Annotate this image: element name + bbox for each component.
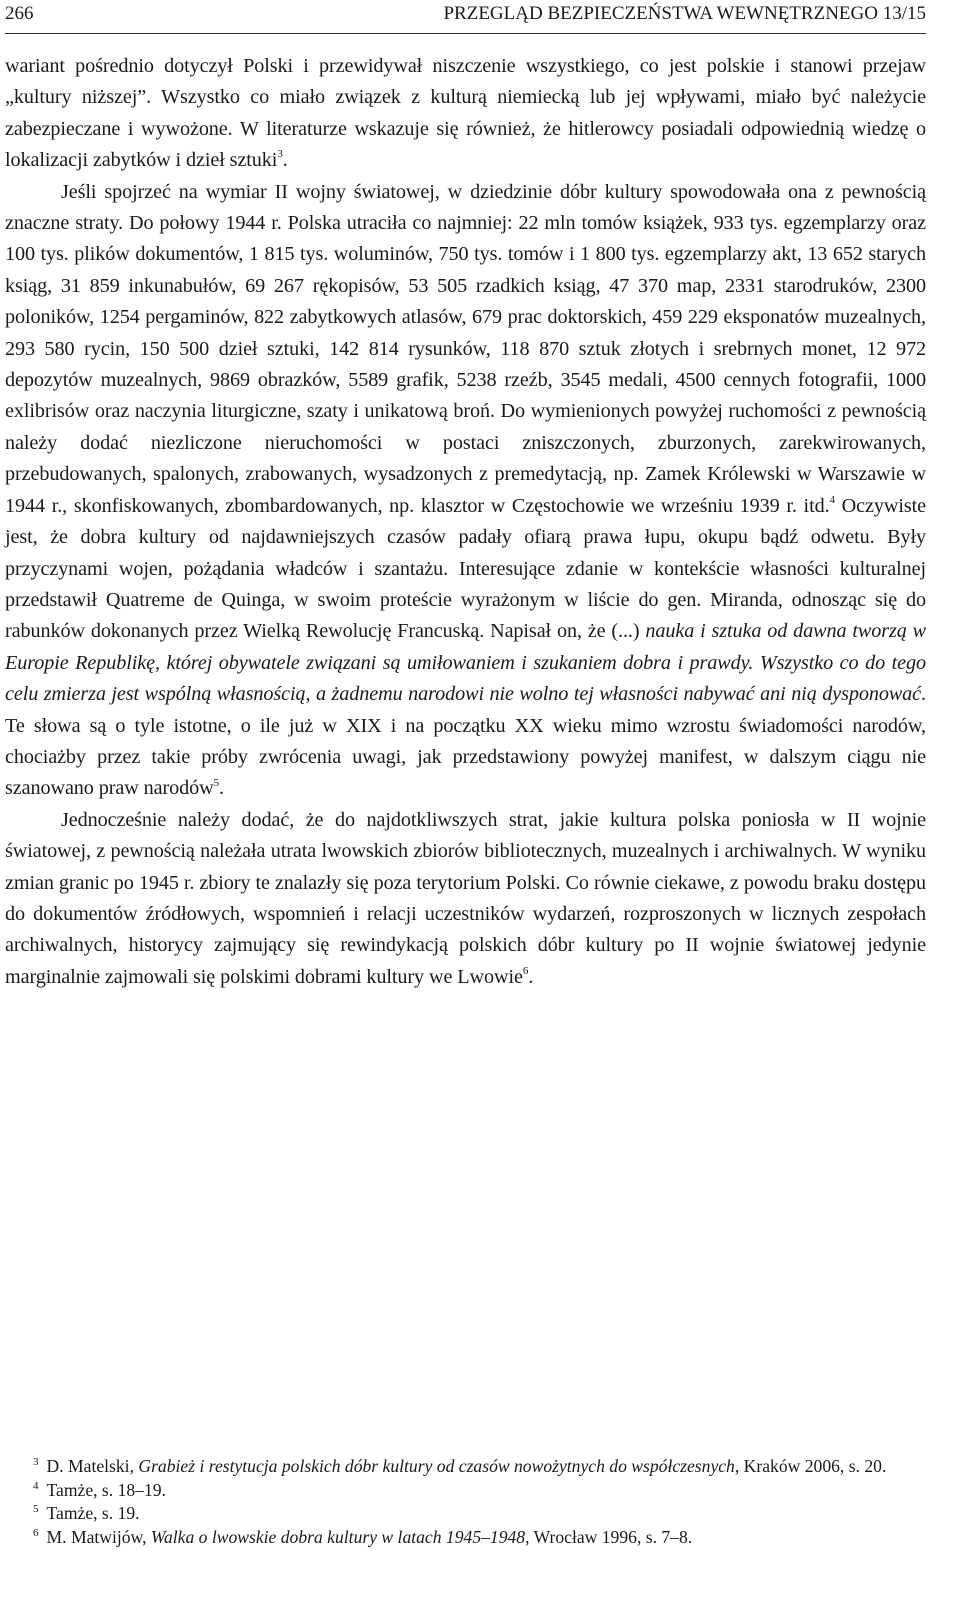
footnote-ref-4[interactable]: 4 [829,493,835,506]
footnote-6 [5,1526,926,1550]
footnote-text: Tamże, s. 19. [46,1503,140,1524]
footnote-number: 4 [33,1479,39,1492]
punctuation: . [282,149,288,172]
paragraph-text: . Te słowa są o tyle istotne, o ile już w XIX i na początku XX wieku mimo wzrostu świadomości narodów, chociażby przez takie próby zwrócenia uwagi, jak przedstawiony powyżej manifest, w dalszym ciągu nie szanowano praw narodów [5,683,926,800]
paragraph-1 [5,51,926,177]
footnote-text: , Kraków 2006, s. 20. [734,1456,887,1476]
footnote-text: M. Matwijów, [46,1526,151,1547]
page-number: 266 [5,3,34,24]
punctuation: . [528,965,534,988]
quotation-italic: nauka i sztuka od dawna tworzą w Europie Republikę, której obywatele związani są umiłowaniem i szukaniem dobra i prawdy. Wszystko co do tego celu zmierza jest wspólną własnością, a żadnemu narodowi nie wolno tej własności nabywać ani nią dysponować [5,620,926,706]
footnote-4 [5,1479,926,1503]
footnote-ref-6[interactable]: 6 [522,965,529,978]
footnote-text: D. Matelski, [46,1456,139,1476]
paragraph-text: Oczywiste jest, że dobra kultury od najdawniejszych czasów padały ofiarą prawa łupu, okupu bądź odwetu. Były przyczynami wojen, pożądania władców i szantażu. Interesujące zdanie w kontekście własności kulturalnej przedstawił Quatreme de Quinga, w swoim proteście wyrażonym w liście do gen. Miranda, odnosząc się do rabunków dokonanych przez Wielką Rewolucję Francuską. Napisał on, że (...) [5,494,926,643]
footnote-ref-3[interactable]: 3 [277,148,283,161]
footnote-number: 3 [33,1456,39,1469]
journal-title: PRZEGLĄD BEZPIECZEŃSTWA WEWNĘTRZNEGO 13/15 [443,3,926,24]
footnote-title: Walka o lwowskie dobra kultury w latach 1945–1948 [150,1526,526,1547]
punctuation: . [218,777,224,800]
footnotes [5,1455,926,1549]
running-head [5,3,926,25]
header-rule [5,33,926,34]
paragraph-2 [5,177,926,805]
footnote-title: Grabież i restytucja polskich dóbr kultury od czasów nowożytnych do współczesnych [138,1456,735,1476]
page [5,0,926,1547]
footnote-ref-5[interactable]: 5 [213,776,219,789]
paragraph-text: Jeśli spojrzeć na wymiar II wojny światowej, w dziedzinie dóbr kultury spowodowała ona z pewnością znaczne straty. Do połowy 1944 r. Polska utraciła co najmniej: 22 mln tomów książek, 933 tys. egzemplarzy oraz 100 tys. plików dokumentów, 1 815 tys. woluminów, 750 tys. tomów i 1 800 tys. egzemplarzy akt, 13 652 starych ksiąg, 31 859 inkunabułów, 69 267 rękopisów, 53 505 rzadkich ksiąg, 47 370 map, 2331 starodruków, 2300 poloników, 1254 pergaminów, 822 zabytkowych atlasów, 679 prac doktorskich, 459 229 eksponatów muzealnych, 293 580 rycin, 150 500 dzieł sztuki, 142 814 rysunków, 118 870 sztuk złotych i srebrnych monet, 12 972 depozytów muzealnych, 9869 obrazków, 5589 grafik, 5238 rzeźb, 3545 medali, 4500 cennych fotografii, 1000 exlibrisów oraz naczynia liturgiczne, szaty i unikatową broń. Do wymienionych powyżej ruchomości z pewnością należy dodać niezliczone nieruchomości w postaci zniszczonych, zburzonych, zarekwirowanych, przebudowanych, spalonych, zrabowanych, wysadzonych z premedytacją, np. Zamek Królewski w Warszawie w 1944 r., skonfiskowanych, zbombardowanych, np. klasztor w Częstochowie we wrześniu 1939 r. itd. [5,180,926,517]
footnote-number: 6 [33,1526,39,1539]
footnote-text: Tamże, s. 18–19. [46,1479,166,1500]
footnote-number: 5 [33,1503,39,1516]
paragraph-text: Jednocześnie należy dodać, że do najdotkliwszych strat, jakie kultura polska poniosła w II wojnie światowej, z pewnością należała utrata lwowskich zbiorów bibliotecznych, muzealnych i archiwalnych. W wyniku zmian granic po 1945 r. zbiory te znalazły się poza terytorium Polski. Co równie ciekawe, z powodu braku dostępu do dokumentów źródłowych, wspomnień i relacji uczestników wydarzeń, rozproszonych w licznych zespołach archiwalnych, historycy zajmujący się rewindykacją polskich dóbr kultury po II wojnie światowej jedynie marginalnie zajmowali się polskimi dobrami kultury we Lwowie [5,808,926,988]
footnote-5 [5,1502,926,1526]
paragraph-text: wariant pośrednio dotyczył Polski i przewidywał niszczenie wszystkiego, co jest polskie i stanowi przejaw „kultury niższej”. Wszystko co miało związek z kulturą niemiecką lub jej wpływami, miało być należycie zabezpieczane i wywożone. W literaturze wskazuje się również, że hitlerowcy posiadali odpowiednią wiedzę o lokalizacji zabytków i dzieł sztuki [5,55,926,172]
body-text [5,51,926,993]
paragraph-3 [5,805,926,993]
footnote-3 [5,1455,926,1479]
footnote-text: , Wrocław 1996, s. 7–8. [525,1526,693,1547]
